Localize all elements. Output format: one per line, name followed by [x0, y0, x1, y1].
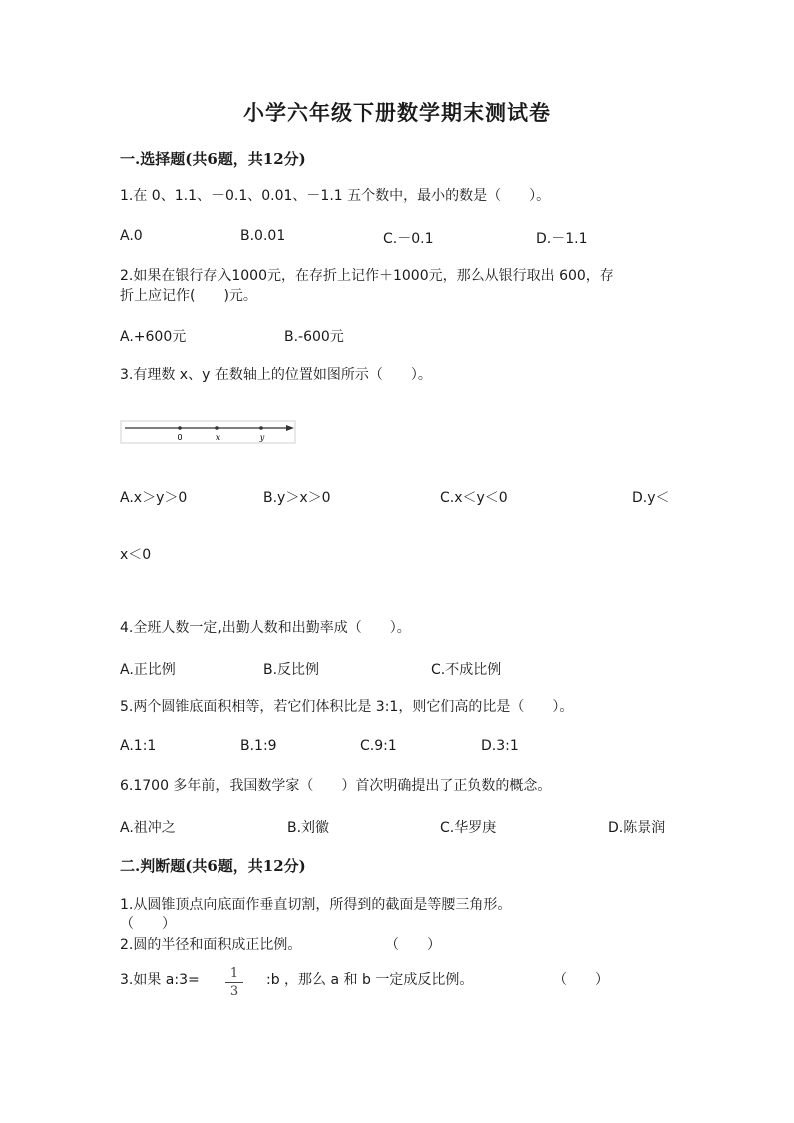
judgement-1-paren: （ ） — [120, 916, 176, 932]
q2-option-b: B.-600元 — [284, 329, 344, 345]
fraction-one-third — [225, 966, 243, 999]
axis-arrow — [286, 425, 294, 431]
q1-option-b: B.0.01 — [240, 228, 286, 244]
question-6: 6.1700 多年前，我国数学家（ ）首次明确提出了正负数的概念。 — [120, 778, 552, 794]
axis-point-y — [259, 426, 263, 430]
judgement-1-line1: 1.从圆锥顶点向底面作垂直切割，所得到的截面是等腰三角形。 — [120, 897, 512, 913]
axis-point-x — [215, 426, 219, 430]
axis-label-x: x — [215, 433, 221, 442]
page-title: 小学六年级下册数学期末测试卷 — [243, 100, 551, 125]
number-line-svg — [120, 420, 296, 444]
q4-option-a: A.正比例 — [120, 662, 176, 678]
judgement-3-suffix: :b ，那么 a 和 b 一定成反比例。 — [266, 972, 474, 988]
q4-option-b: B.反比例 — [263, 662, 320, 678]
q6-option-d: D.陈景润 — [608, 820, 666, 836]
q3-option-c: C.x＜y＜0 — [440, 490, 508, 506]
question-2-line1: 2.如果在银行存入1000元，在存折上记作＋1000元，那么从银行取出 600，存 — [120, 268, 614, 284]
section-heading-judgement: 二.判断题(共6题，共12分) — [120, 857, 306, 875]
q1-option-d: D.－1.1 — [536, 231, 588, 247]
q4-option-c: C.不成比例 — [431, 662, 502, 678]
q6-option-b: B.刘徽 — [287, 820, 330, 836]
q5-option-b: B.1:9 — [240, 738, 277, 754]
q3-option-b: B.y＞x＞0 — [263, 490, 331, 506]
axis-point-0 — [178, 426, 182, 430]
judgement-2: 2.圆的半径和面积成正比例。 — [120, 937, 302, 953]
axis-label-y: y — [259, 433, 265, 442]
question-3: 3.有理数 x、y 在数轴上的位置如图所示（ ）。 — [120, 367, 432, 383]
q6-option-c: C.华罗庚 — [440, 820, 497, 836]
q2-option-a: A.+600元 — [120, 329, 187, 345]
q3-option-d: D.y＜ — [632, 490, 670, 506]
question-5: 5.两个圆锥底面积相等，若它们体积比是 3:1，则它们高的比是（ ）。 — [120, 699, 574, 715]
q1-option-c: C.－0.1 — [383, 231, 434, 247]
q5-option-c: C.9:1 — [360, 738, 397, 754]
fraction-numerator: 1 — [229, 966, 239, 981]
section-heading-choice: 一.选择题(共6题，共12分) — [120, 150, 306, 168]
judgement-3-paren: （ ） — [553, 972, 609, 988]
q3-option-d-wrap: x＜0 — [120, 547, 152, 563]
fraction-denominator: 3 — [229, 984, 239, 999]
question-1: 1.在 0、1.1、－0.1、0.01、－1.1 五个数中，最小的数是（ ）。 — [120, 188, 551, 204]
question-2-line2: 折上应记作( )元。 — [120, 288, 257, 304]
judgement-3-prefix: 3.如果 a:3= — [120, 972, 200, 988]
q3-option-a: A.x＞y＞0 — [120, 490, 188, 506]
axis-label-0: 0 — [177, 433, 183, 442]
fraction-bar — [225, 982, 243, 983]
q5-option-d: D.3:1 — [481, 738, 519, 754]
number-line-figure — [120, 420, 296, 444]
q1-option-a: A.0 — [120, 228, 143, 244]
q5-option-a: A.1:1 — [120, 738, 157, 754]
judgement-2-paren: （ ） — [385, 937, 441, 953]
question-4: 4.全班人数一定,出勤人数和出勤率成（ ）。 — [120, 620, 411, 636]
q6-option-a: A.祖冲之 — [120, 820, 176, 836]
